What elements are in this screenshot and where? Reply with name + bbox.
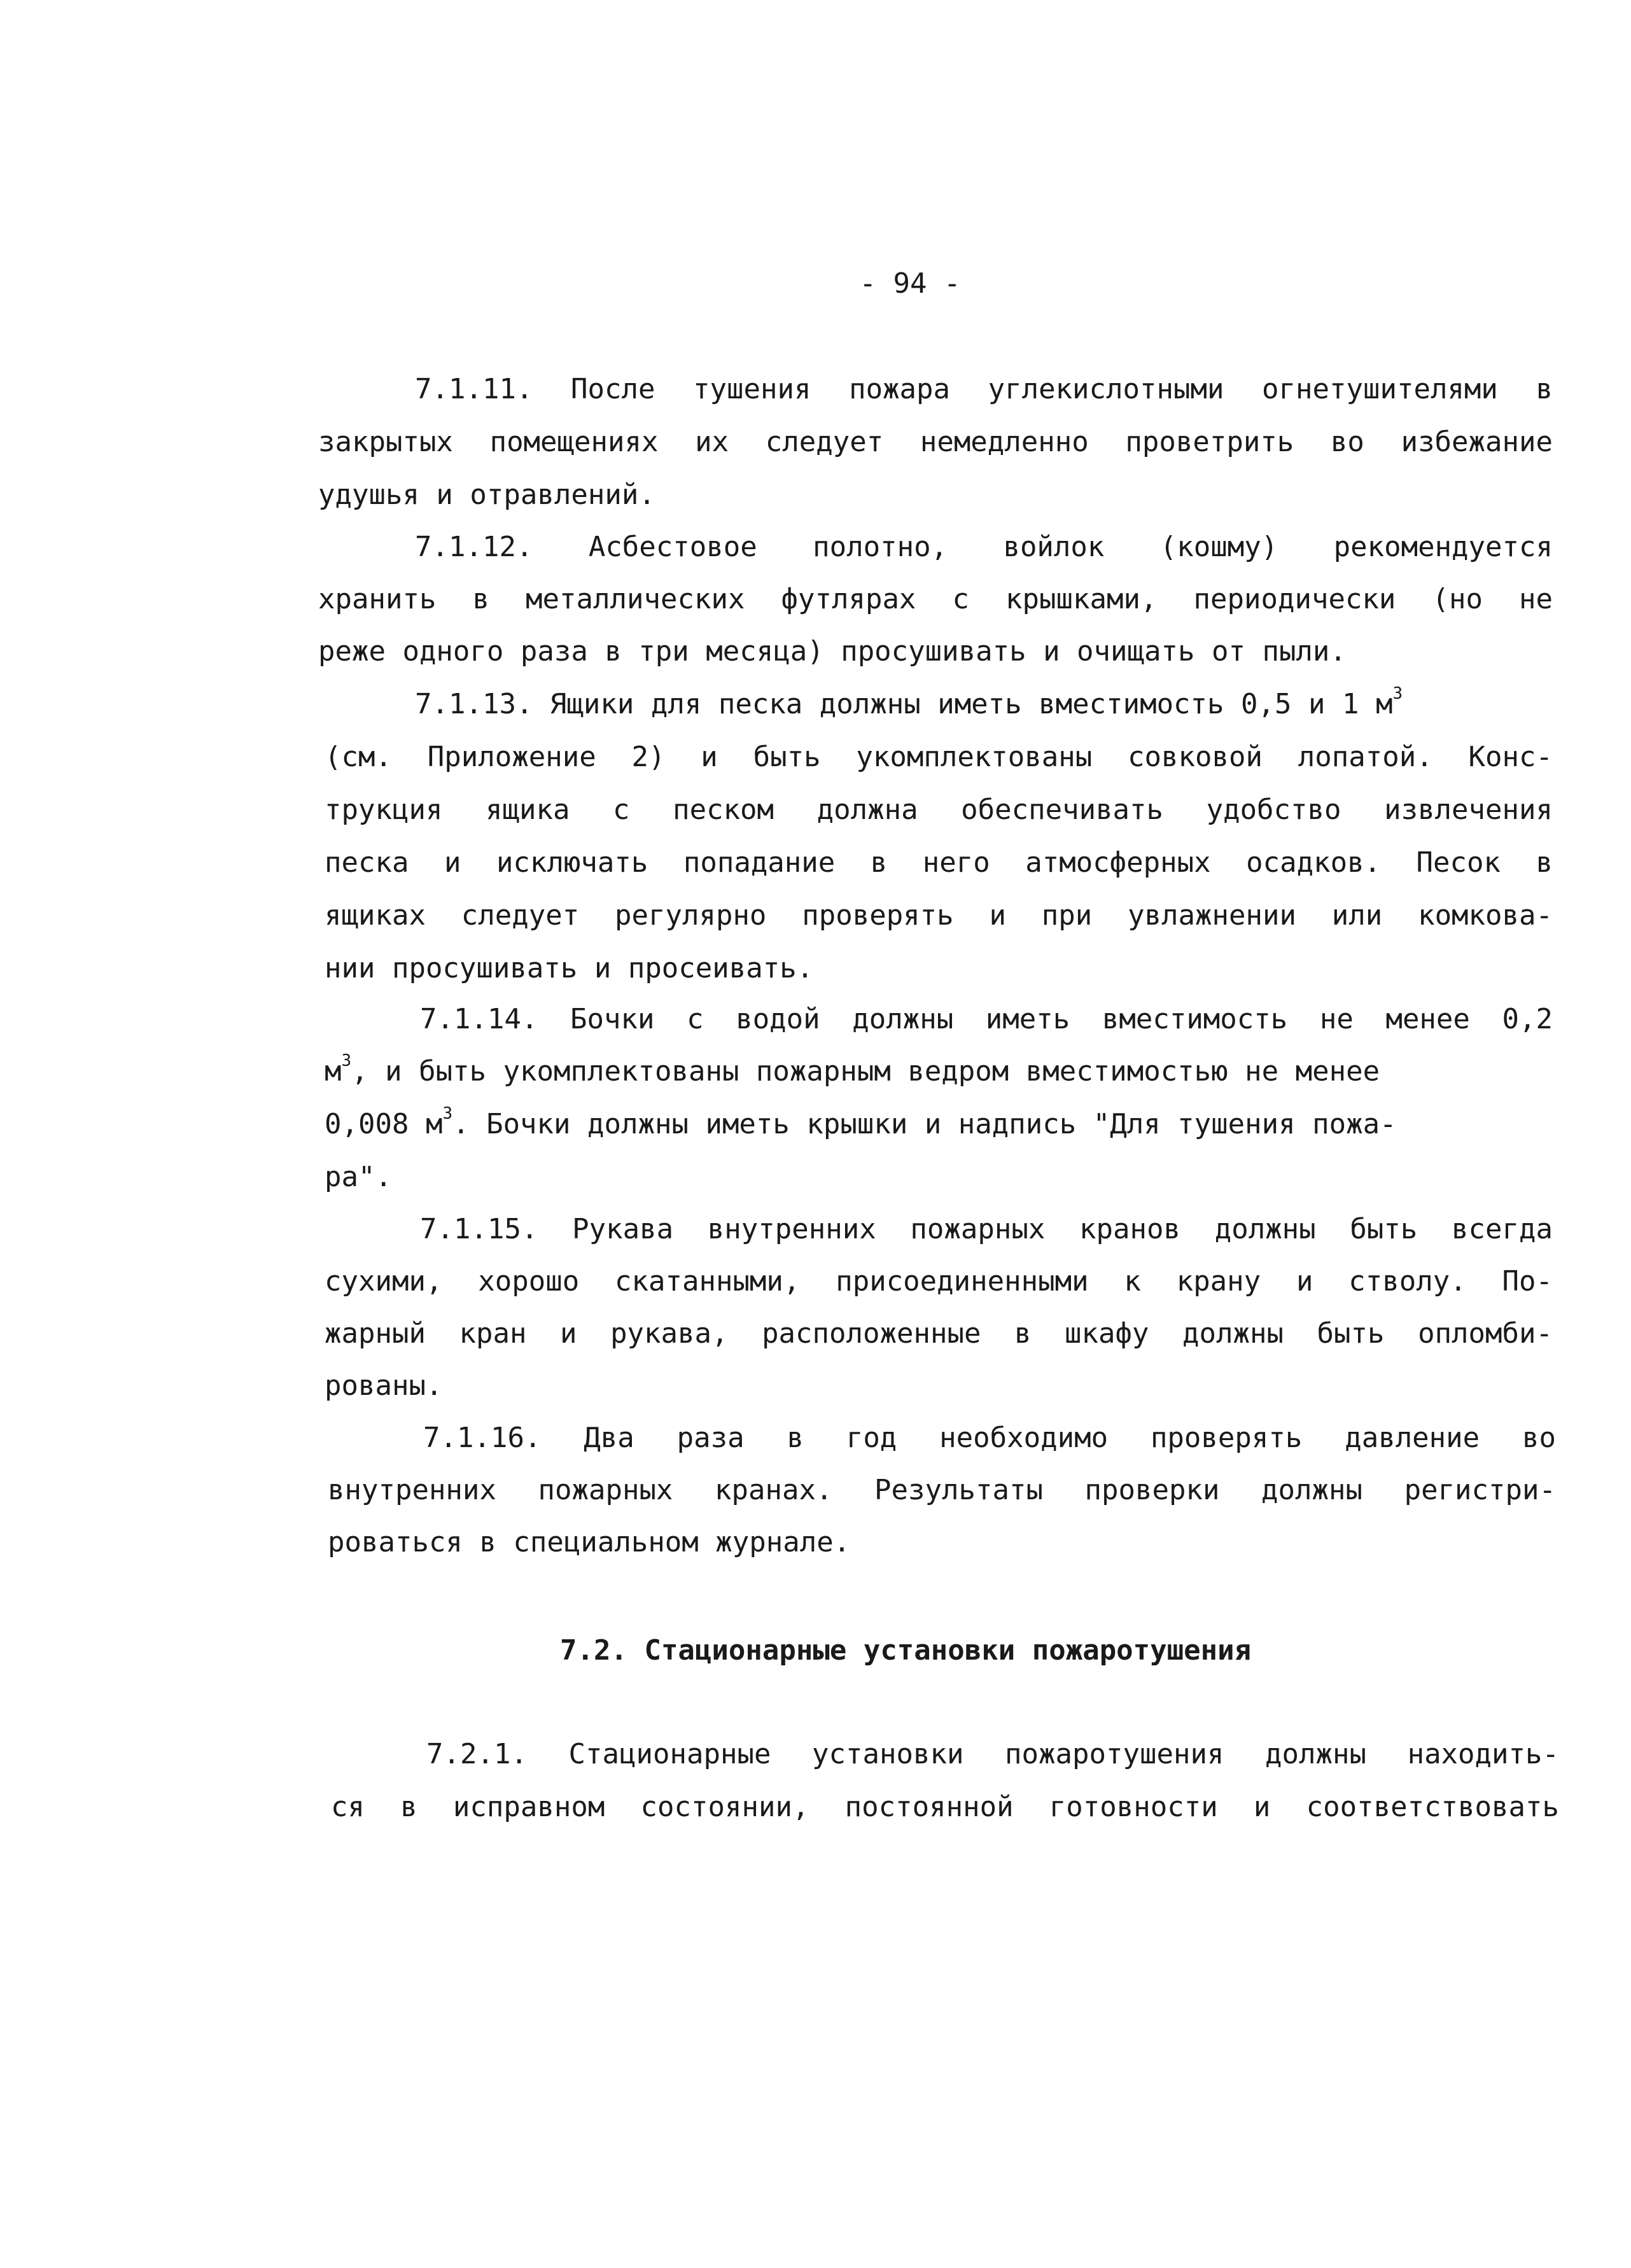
text-line: хранить в металлических футлярах с крышками, периодически (но не: [318, 583, 1553, 615]
text-line: ра".: [325, 1161, 392, 1193]
text-line-part: 7.1.13. Ящики для песка должны иметь вместимость 0,5 и 1 м: [415, 688, 1393, 720]
text-line: 7.1.15. Рукава внутренних пожарных кранов должны быть всегда: [420, 1213, 1553, 1245]
text-line: ящиках следует регулярно проверять и при увлажнении или комкова-: [325, 899, 1553, 932]
text-line: 7.1.11. После тушения пожара углекислотными огнетушителями в: [415, 373, 1553, 405]
text-line: [415, 684, 1403, 720]
text-line-part: , и быть укомплектованы пожарным ведром вместимостью не менее: [351, 1055, 1380, 1088]
superscript: 3: [1392, 684, 1403, 703]
text-line-part: . Бочки должны иметь крышки и надпись "Для тушения пожа-: [452, 1108, 1397, 1140]
superscript: 3: [341, 1051, 352, 1070]
section-heading: 7.2. Стационарные установки пожаротушения: [560, 1634, 1252, 1667]
text-line: закрытых помещениях их следует немедленно проветрить во избежание: [318, 426, 1553, 458]
text-line: реже одного раза в три месяца) просушивать и очищать от пыли.: [318, 635, 1347, 668]
text-line: трукция ящика с песком должна обеспечивать удобство извлечения: [325, 794, 1553, 826]
page-number: - 94 -: [859, 267, 961, 300]
text-line: нии просушивать и просеивать.: [325, 952, 814, 984]
text-line: 7.2.1. Стационарные установки пожаротушения должны находить-: [426, 1738, 1559, 1770]
superscript: 3: [442, 1104, 453, 1123]
text-line: роваться в специальном журнале.: [328, 1526, 851, 1558]
text-line: 7.1.14. Бочки с водой должны иметь вместимость не менее 0,2: [420, 1003, 1553, 1035]
text-line: жарный кран и рукава, расположенные в шкафу должны быть опломби-: [325, 1317, 1553, 1350]
text-line: 7.1.12. Асбестовое полотно, войлок (кошму) рекомендуется: [415, 531, 1553, 563]
text-line: рованы.: [325, 1369, 443, 1402]
text-line: [325, 1104, 1397, 1140]
text-line: песка и исключать попадание в него атмосферных осадков. Песок в: [325, 846, 1553, 879]
text-line-part: м: [325, 1055, 342, 1088]
text-line: ся в исправном состоянии, постоянной готовности и соответствовать: [331, 1791, 1559, 1823]
text-line-part: 0,008 м: [325, 1108, 443, 1140]
text-line: удушья и отравлений.: [318, 479, 655, 511]
text-line: (см. Приложение 2) и быть укомплектованы совковой лопатой. Конс-: [325, 741, 1553, 773]
text-line: 7.1.16. Два раза в год необходимо проверять давление во: [423, 1422, 1556, 1454]
text-line: [325, 1051, 1380, 1088]
text-line: внутренних пожарных кранах. Результаты проверки должны регистри-: [328, 1474, 1556, 1506]
text-line: сухими, хорошо скатанными, присоединенными к крану и стволу. По-: [325, 1265, 1553, 1298]
